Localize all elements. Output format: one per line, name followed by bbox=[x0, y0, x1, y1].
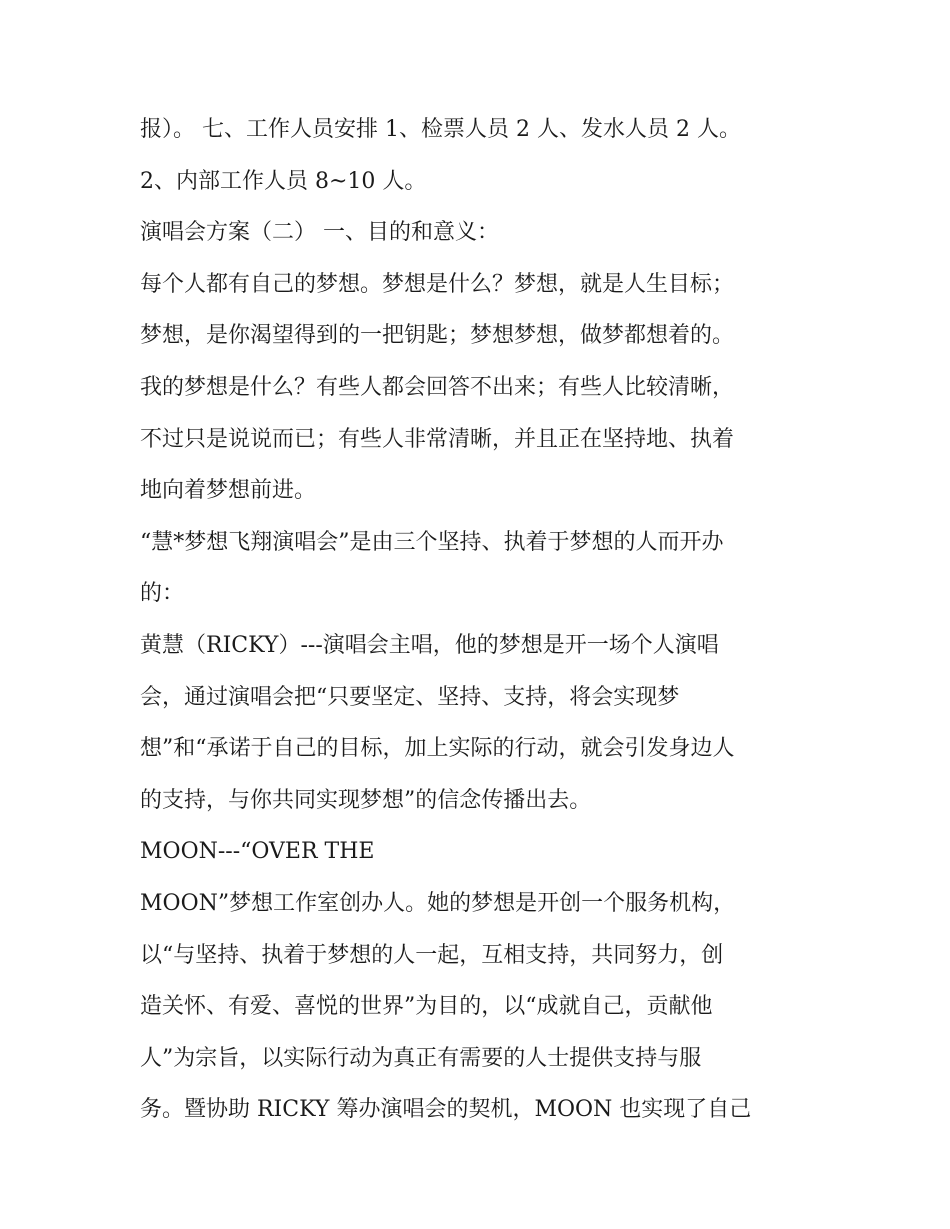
text-line: “慧*梦想飞翔演唱会”是由三个坚持、执着于梦想的人而开办 bbox=[140, 529, 724, 555]
text-line: 黄慧（RICKY）---演唱会主唱，他的梦想是开一场个人演唱 bbox=[140, 632, 719, 658]
text-line: 2、内部工作人员 8~10 人。 bbox=[140, 168, 427, 194]
text-line: 地向着梦想前进。 bbox=[140, 478, 317, 504]
text-line: MOON”梦想工作室创办人。她的梦想是开创一个服务机构， bbox=[140, 890, 736, 916]
text-line: 造关怀、有爱、喜悦的世界”为目的，以“成就自己，贡献他 bbox=[140, 994, 713, 1020]
section-heading-line: 演唱会方案（二） 一、目的和意义： bbox=[140, 220, 499, 246]
text-line: 以“与坚持、执着于梦想的人一起，互相支持，共同努力，创 bbox=[140, 942, 724, 968]
text-line: 不过只是说说而已；有些人非常清晰，并且正在坚持地、执着 bbox=[140, 426, 735, 452]
document-body bbox=[140, 107, 820, 1139]
text-line: MOON---“OVER THE bbox=[140, 839, 375, 865]
text-line: 报）。 七、工作人员安排 1、检票人员 2 人、发水人员 2 人。 bbox=[140, 117, 741, 142]
text-line: 会，通过演唱会把“只要坚定、坚持、支持，将会实现梦 bbox=[140, 684, 680, 710]
text-line: 的支持，与你共同实现梦想”的信念传播出去。 bbox=[140, 787, 592, 813]
text-line: 想”和“承诺于自己的目标，加上实际的行动，就会引发身边人 bbox=[140, 736, 735, 762]
text-line: 我的梦想是什么？有些人都会回答不出来；有些人比较清晰， bbox=[140, 374, 735, 400]
text-line: 每个人都有自己的梦想。梦想是什么？梦想，就是人生目标； bbox=[140, 271, 735, 297]
text-line: 人”为宗旨，以实际行动为真正有需要的人士提供支持与服 bbox=[140, 1045, 702, 1071]
text-line: 务。暨协助 RICKY 筹办演唱会的契机，MOON 也实现了自己 bbox=[140, 1097, 752, 1123]
text-line: 的： bbox=[140, 581, 185, 607]
text-line: 梦想，是你渴望得到的一把钥匙；梦想梦想，做梦都想着的。 bbox=[140, 323, 735, 349]
